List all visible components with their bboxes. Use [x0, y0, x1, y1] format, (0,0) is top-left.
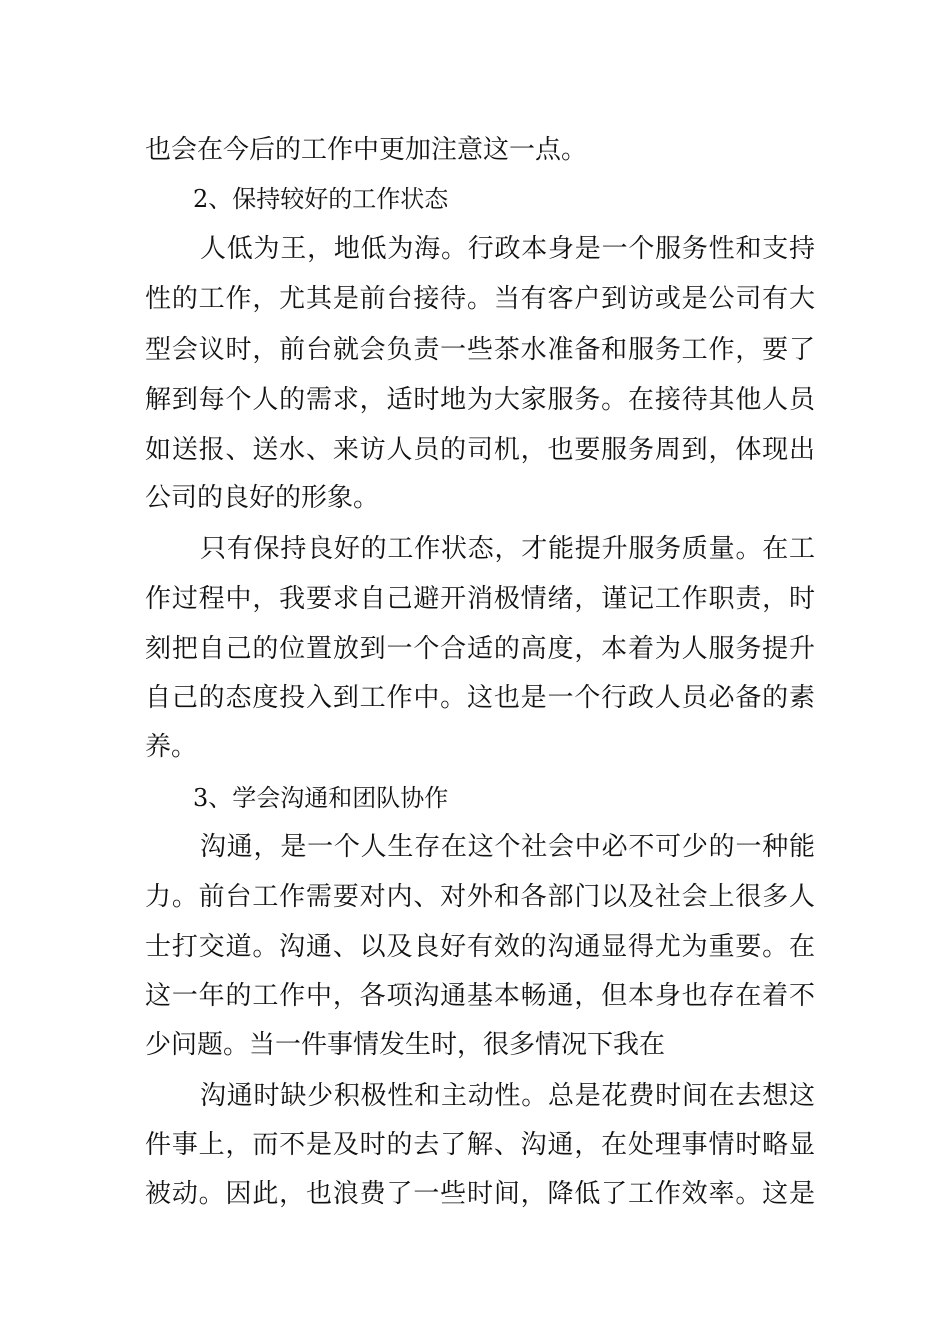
paragraph-line: 养。 — [145, 732, 198, 762]
paragraph-line: 刻把自己的位置放到一个合适的高度，本着为人服务提升 — [145, 634, 815, 664]
section-heading: 2、保持较好的工作状态 — [193, 185, 449, 213]
paragraph-line: 少问题。当一件事情发生时，很多情况下我在 — [145, 1030, 666, 1060]
paragraph-line: 沟通时缺少积极性和主动性。总是花费时间在去想这 — [200, 1081, 815, 1111]
paragraph-line: 人低为王，地低为海。行政本身是一个服务性和支持 — [200, 234, 815, 264]
paragraph-line: 被动。因此，也浪费了一些时间，降低了工作效率。这是 — [145, 1179, 815, 1209]
paragraph-line: 性的工作，尤其是前台接待。当有客户到访或是公司有大 — [145, 284, 815, 314]
paragraph-line: 自己的态度投入到工作中。这也是一个行政人员必备的素 — [145, 683, 815, 713]
paragraph-line: 沟通，是一个人生存在这个社会中必不可少的一种能 — [200, 832, 815, 862]
paragraph-line: 也会在今后的工作中更加注意这一点。 — [145, 135, 588, 165]
paragraph-line: 只有保持良好的工作状态，才能提升服务质量。在工 — [200, 534, 815, 564]
paragraph-line: 公司的良好的形象。 — [145, 483, 380, 513]
paragraph-line: 解到每个人的需求，适时地为大家服务。在接待其他人员 — [145, 385, 815, 415]
section-heading: 3、学会沟通和团队协作 — [193, 784, 449, 812]
paragraph-line: 这一年的工作中，各项沟通基本畅通，但本身也存在着不 — [145, 981, 815, 1011]
paragraph-line: 型会议时，前台就会负责一些茶水准备和服务工作，要了 — [145, 335, 815, 365]
paragraph-line: 作过程中，我要求自己避开消极情绪，谨记工作职责，时 — [145, 584, 815, 614]
paragraph-line: 力。前台工作需要对内、对外和各部门以及社会上很多人 — [145, 882, 815, 912]
paragraph-line: 士打交道。沟通、以及良好有效的沟通显得尤为重要。在 — [145, 932, 815, 962]
paragraph-line: 件事上，而不是及时的去了解、沟通，在处理事情时略显 — [145, 1130, 815, 1160]
paragraph-line: 如送报、送水、来访人员的司机，也要服务周到，体现出 — [145, 435, 815, 465]
